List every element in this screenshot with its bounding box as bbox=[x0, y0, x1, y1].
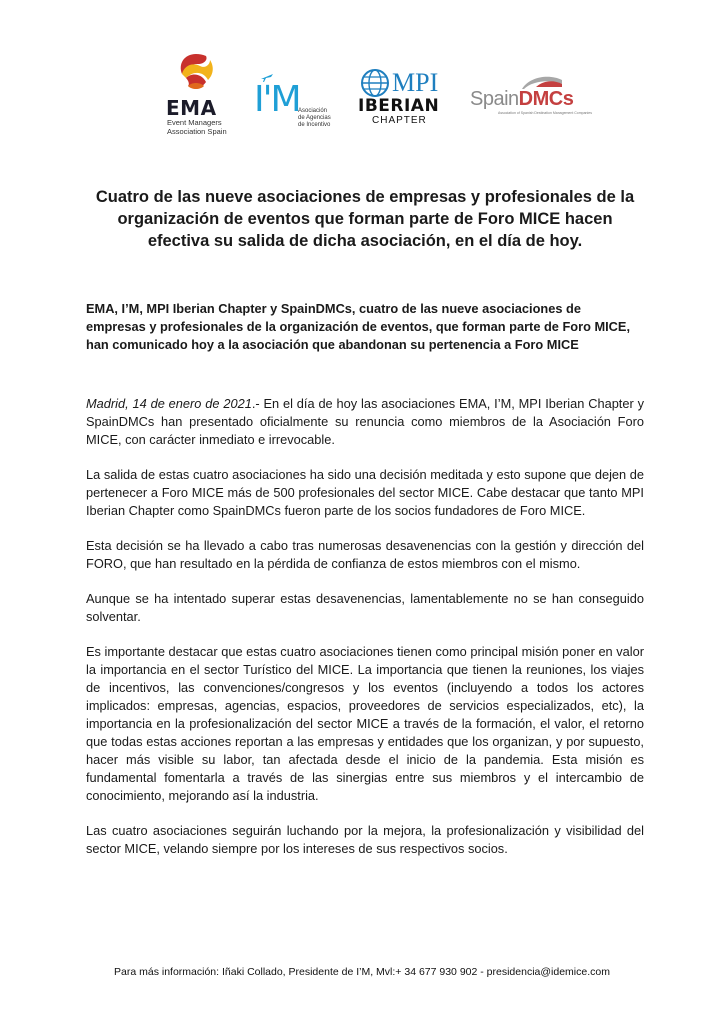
paragraph-4: Aunque se ha intentado superar estas desavenencias, lamentablemente no se han conseguido solventar. bbox=[86, 591, 644, 624]
im-subtitle bbox=[298, 108, 358, 129]
im-subtitle-line2: de Agencias bbox=[298, 115, 331, 121]
spaindmcs-wordmark-spain: Spain bbox=[470, 88, 519, 110]
logo-header bbox=[0, 42, 724, 142]
contact-footer: Para más información: Iñaki Collado, Presidente de I’M, Mvl:+ 34 677 930 902 - presidencia@idemice.com bbox=[114, 966, 610, 978]
paragraph-3: Esta decisión se ha llevado a cabo tras numerosas desavenencias con la gestión y dirección del FORO, que han resultado en la pérdida de confianza de estos miembros con el mismo. bbox=[86, 538, 644, 571]
paragraph-6: Las cuatro asociaciones seguirán luchando por la mejora, la profesionalización y visibilidad del sector MICE, velando siempre por los intereses de sus respectivos socios. bbox=[86, 823, 644, 856]
paragraph-1-text: .- En el día de hoy las asociaciones EMA, I’M, MPI Iberian Chapter y SpainDMCs han presentado oficialmente su renuncia como miembros de la Asociación Foro MICE, con carácter inmediato e irrevocable. bbox=[86, 396, 644, 447]
ema-logo bbox=[164, 50, 234, 140]
lead-paragraph: EMA, I’M, MPI Iberian Chapter y SpainDMCs, cuatro de las nueve asociaciones de empresas y profesionales de la organización de eventos, que forman parte de Foro MICE, han comunicado hoy a la asociación que abandonan su pertenencia a Foro MICE bbox=[86, 301, 631, 352]
im-logo bbox=[248, 72, 338, 132]
im-wordmark: I'M bbox=[254, 79, 300, 120]
mpi-wordmark: MPI bbox=[392, 68, 439, 97]
dateline: Madrid, 14 de enero de 2021 bbox=[86, 396, 252, 411]
ema-swirl-icon bbox=[174, 50, 218, 94]
im-subtitle-line1: Asociación bbox=[298, 108, 328, 114]
paragraph-5: Es importante destacar que estas cuatro asociaciones tienen como principal misión poner en valor la importancia en el sector Turístico del MICE. La importancia que tienen la reuniones, los viajes de incentivos, las convenciones/congresos y los eventos (incluyendo a todos los actores implicados: empresas, agencias, espacios, proveedores de servicios especializados, etc), la importancia en la profesionalización del sector MICE a través de la formación, el valor, el retorno que todas estas acciones reportan a las empresas y entidades que los organizan, y por supuesto, hacer más visible su labor, tan afectada desde el inicio de la pandemia. Esta misión es fundamental fomentarla a través de las sinergias entre sus miembros y el intercambio de conocimiento, mejorando así la industria. bbox=[86, 644, 644, 803]
ema-subtitle-line1: Event Managers bbox=[167, 118, 222, 127]
headline: Cuatro de las nueve asociaciones de empresas y profesionales de la organización de eventos que forman parte de Foro MICE hacen efectiva su salida de dicha asociación, en el día de hoy. bbox=[95, 188, 635, 250]
paragraph-1 bbox=[86, 395, 644, 449]
spaindmcs-subtitle: Association of Spanish Destination Management Companies bbox=[498, 111, 592, 115]
mpi-iberian-label: IBERIAN bbox=[358, 96, 440, 116]
press-release-body bbox=[86, 186, 644, 858]
ema-subtitle-line2: Association Spain bbox=[167, 126, 227, 136]
spaindmcs-wordmark-dmcs: DMCs bbox=[518, 88, 574, 110]
spaindmcs-logo bbox=[470, 74, 610, 124]
ema-wordmark: EMA bbox=[166, 96, 217, 120]
globe-icon bbox=[360, 68, 390, 98]
im-subtitle-line3: de Incentivo bbox=[298, 122, 331, 128]
spaindmcs-wordmark bbox=[470, 88, 573, 111]
paragraph-2: La salida de estas cuatro asociaciones ha sido una decisión meditada y esto supone que dejen de pertenecer a Foro MICE más de 500 profesionales del sector MICE. Cabe destacar que tanto MPI Iberian Chapter como SpainDMCs fueron parte de los socios fundadores de Foro MICE. bbox=[86, 467, 644, 518]
mpi-logo bbox=[356, 68, 466, 138]
ema-subtitle bbox=[167, 119, 247, 136]
mpi-chapter-label: CHAPTER bbox=[372, 115, 427, 126]
